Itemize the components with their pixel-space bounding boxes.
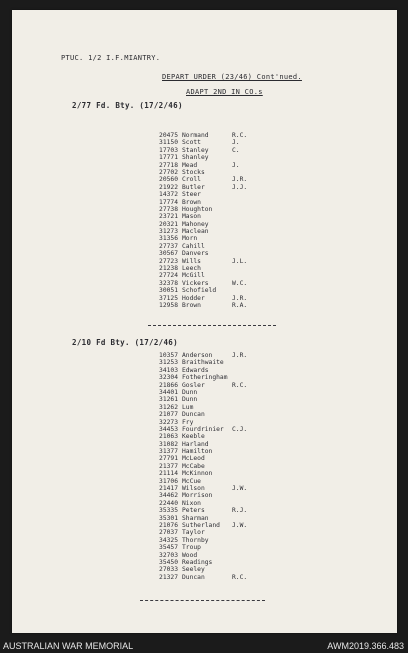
service-number: 27037 — [159, 529, 178, 537]
service-number: 17771 — [159, 154, 178, 162]
service-number: 35335 — [159, 507, 178, 515]
service-number: 21417 — [159, 485, 178, 493]
service-number: 17774 — [159, 198, 178, 206]
end-divider — [140, 600, 265, 601]
service-number: 20321 — [159, 220, 178, 228]
surname: Taylor — [182, 529, 205, 537]
surname: Edwards — [182, 366, 209, 374]
service-number: 32378 — [159, 279, 178, 287]
service-number: 34325 — [159, 536, 178, 544]
surname: Duncan — [182, 411, 205, 419]
surname: Houghton — [182, 205, 213, 213]
surname: Peters — [182, 507, 205, 515]
surname: Dunn — [182, 396, 198, 404]
section-heading-2: 2/10 Fd Bty. (17/2/46) — [72, 338, 178, 347]
surname: Sharman — [182, 514, 209, 522]
surname: Duncan — [182, 573, 205, 581]
document-subheader: DEPART URDER (23/46) Cont'nued. — [162, 73, 302, 81]
surname: Seeley — [182, 566, 205, 574]
surname: Croll — [182, 176, 201, 184]
service-number: 20475 — [159, 132, 178, 139]
surname: McCabe — [182, 462, 205, 470]
surname: Brown — [182, 198, 201, 206]
surname: Vickers — [182, 279, 209, 287]
surname: Harland — [182, 440, 209, 448]
surname: Steer — [182, 191, 201, 199]
service-number: 10357 — [159, 352, 178, 359]
service-number: 21377 — [159, 462, 178, 470]
initials: J.W. — [232, 521, 248, 529]
document-header: PTUC. 1/2 I.F.MIANTRY. — [61, 54, 161, 62]
initials: C. — [232, 146, 240, 154]
service-number: 21063 — [159, 433, 178, 441]
surname: Braithwaite — [182, 359, 224, 367]
service-number: 23721 — [159, 213, 178, 221]
initials: R.J. — [232, 507, 248, 515]
surname: Wood — [182, 551, 198, 559]
service-number: 27033 — [159, 566, 178, 574]
initials: J.R. — [232, 294, 248, 302]
service-number: 31261 — [159, 396, 178, 404]
surname: Normand — [182, 132, 209, 139]
surname: Wilson — [182, 485, 205, 493]
service-number: 27737 — [159, 242, 178, 250]
catalogue-number: AWM2019.366.483 — [327, 641, 404, 651]
service-number: 31150 — [159, 139, 178, 147]
service-number: 30051 — [159, 287, 178, 295]
surname: McLeod — [182, 455, 205, 463]
service-number: 31356 — [159, 235, 178, 243]
service-number: 27723 — [159, 257, 178, 265]
initials: W.C. — [232, 279, 248, 287]
surname: Sutherland — [182, 521, 220, 529]
service-number: 27702 — [159, 168, 178, 176]
service-number: 27724 — [159, 272, 178, 280]
surname: Lum — [182, 403, 194, 411]
service-number: 32273 — [159, 418, 178, 426]
surname: Thornby — [182, 536, 209, 544]
surname: Mason — [182, 213, 201, 221]
initials: C.J. — [232, 425, 248, 433]
surname: Nixon — [182, 499, 201, 507]
surname: Hodder — [182, 294, 205, 302]
service-number: 22440 — [159, 499, 178, 507]
surname: Maclean — [182, 228, 209, 236]
service-number: 20560 — [159, 176, 178, 184]
service-number: 31706 — [159, 477, 178, 485]
surname: Brown — [182, 301, 201, 309]
surname: Fotheringham — [182, 374, 228, 382]
surname: Cahill — [182, 242, 205, 250]
surname: Anderson — [182, 352, 213, 359]
surname: McCue — [182, 477, 201, 485]
service-number: 31253 — [159, 359, 178, 367]
service-number: 21327 — [159, 573, 178, 581]
surname: Fourdrinier — [182, 425, 224, 433]
service-number: 31377 — [159, 448, 178, 456]
initials: R.A. — [232, 301, 248, 309]
service-number: 21114 — [159, 470, 178, 478]
service-number: 31082 — [159, 440, 178, 448]
section-heading-1: 2/77 Fd. Bty. (17/2/46) — [72, 101, 183, 110]
surname: Stocks — [182, 168, 205, 176]
service-number: 21077 — [159, 411, 178, 419]
surname: Wills — [182, 257, 201, 265]
service-number: 27718 — [159, 161, 178, 169]
section-divider — [148, 325, 276, 326]
surname: Dunn — [182, 388, 198, 396]
surname: Butler — [182, 183, 205, 191]
service-number: 34453 — [159, 425, 178, 433]
initials: J.W. — [232, 485, 248, 493]
surname: Schofield — [182, 287, 217, 295]
service-number: 35450 — [159, 558, 178, 566]
initials: J.R. — [232, 176, 248, 184]
surname: McKinnon — [182, 470, 213, 478]
surname: Leech — [182, 265, 201, 273]
service-number: 21238 — [159, 265, 178, 273]
service-number: 31273 — [159, 228, 178, 236]
service-number: 32304 — [159, 374, 178, 382]
institution-label: AUSTRALIAN WAR MEMORIAL — [3, 641, 134, 651]
surname: Mahoney — [182, 220, 209, 228]
service-number: 37125 — [159, 294, 178, 302]
service-number: 31262 — [159, 403, 178, 411]
initials: J.J. — [232, 183, 248, 191]
initials: R.C. — [232, 132, 248, 139]
archive-footer — [0, 638, 408, 653]
service-number: 17703 — [159, 146, 178, 154]
service-number: 34103 — [159, 366, 178, 374]
service-number: 21922 — [159, 183, 178, 191]
initials: R.C. — [232, 381, 248, 389]
service-number: 14372 — [159, 191, 178, 199]
service-number: 34401 — [159, 388, 178, 396]
surname: Keeble — [182, 433, 205, 441]
initials: J.R. — [232, 352, 248, 359]
surname: Morrison — [182, 492, 213, 500]
surname: Fry — [182, 418, 194, 426]
document-page — [12, 10, 397, 633]
service-number: 27738 — [159, 205, 178, 213]
surname: Scott — [182, 139, 201, 147]
initials: J. — [232, 161, 240, 169]
service-number: 21076 — [159, 521, 178, 529]
initials: J. — [232, 139, 240, 147]
document-sub-subheader: ADAPT 2ND IN CO.s — [186, 88, 263, 96]
surname: Readings — [182, 558, 213, 566]
surname: Stanley — [182, 146, 209, 154]
service-number: 12958 — [159, 301, 178, 309]
service-number: 34462 — [159, 492, 178, 500]
service-number: 27791 — [159, 455, 178, 463]
service-number: 21866 — [159, 381, 178, 389]
surname: Mead — [182, 161, 198, 169]
surname: Gosler — [182, 381, 205, 389]
initials: J.L. — [232, 257, 248, 265]
service-number: 35301 — [159, 514, 178, 522]
surname: Morn — [182, 235, 198, 243]
surname: Shanley — [182, 154, 209, 162]
initials: R.C. — [232, 573, 248, 581]
surname: Danvers — [182, 250, 209, 258]
surname: McGill — [182, 272, 205, 280]
service-number: 32703 — [159, 551, 178, 559]
surname: Hamilton — [182, 448, 213, 456]
service-number: 30567 — [159, 250, 178, 258]
service-number: 35457 — [159, 544, 178, 552]
surname: Troup — [182, 544, 201, 552]
